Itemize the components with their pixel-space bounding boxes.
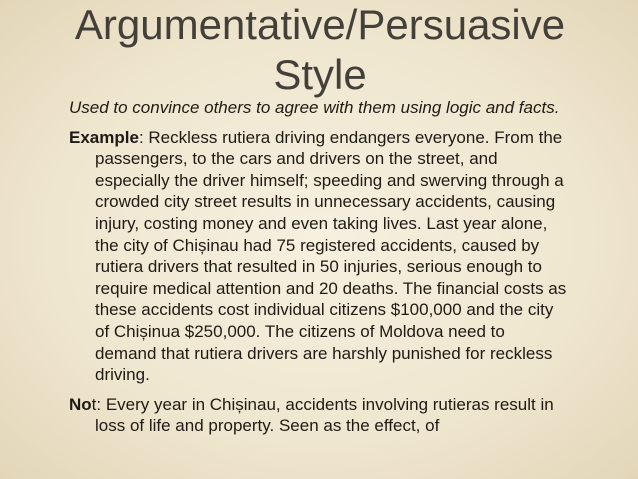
intro-text: Used to convince others to agree with them using logic and facts. [69, 98, 560, 117]
example-paragraph [69, 127, 569, 386]
slide-title [40, 0, 600, 100]
example-text: : Reckless rutiera driving endangers everyone. From the passengers, to the cars and drivers on the street, and especially the driver himself; speeding and swerving through a crowded city street results in unnecessary accidents, causing injury, costing money and even taking lives. Last year alone, the city of Chișinau had 75 registered accidents, caused by rutiera drivers that resulted in 50 injuries, serious enough to require medical attention and 20 deaths. The financial costs as these accidents cost individual citizens $100,000 and the city of Chișinua $250,000. The citizens of Moldova need to demand that rutiera drivers are harshly punished for reckless driving. [95, 127, 567, 385]
not-text: t: Every year in Chișinau, accidents involving rutieras result in loss of life and property. Seen as the effect, of [91, 394, 554, 436]
example-label: Example [69, 127, 139, 147]
title-line-2: Style [273, 51, 367, 98]
not-label: No [69, 394, 92, 414]
not-paragraph [69, 394, 569, 437]
title-line-1: Argumentative/Persuasive [74, 1, 566, 48]
slide-body [69, 97, 569, 437]
